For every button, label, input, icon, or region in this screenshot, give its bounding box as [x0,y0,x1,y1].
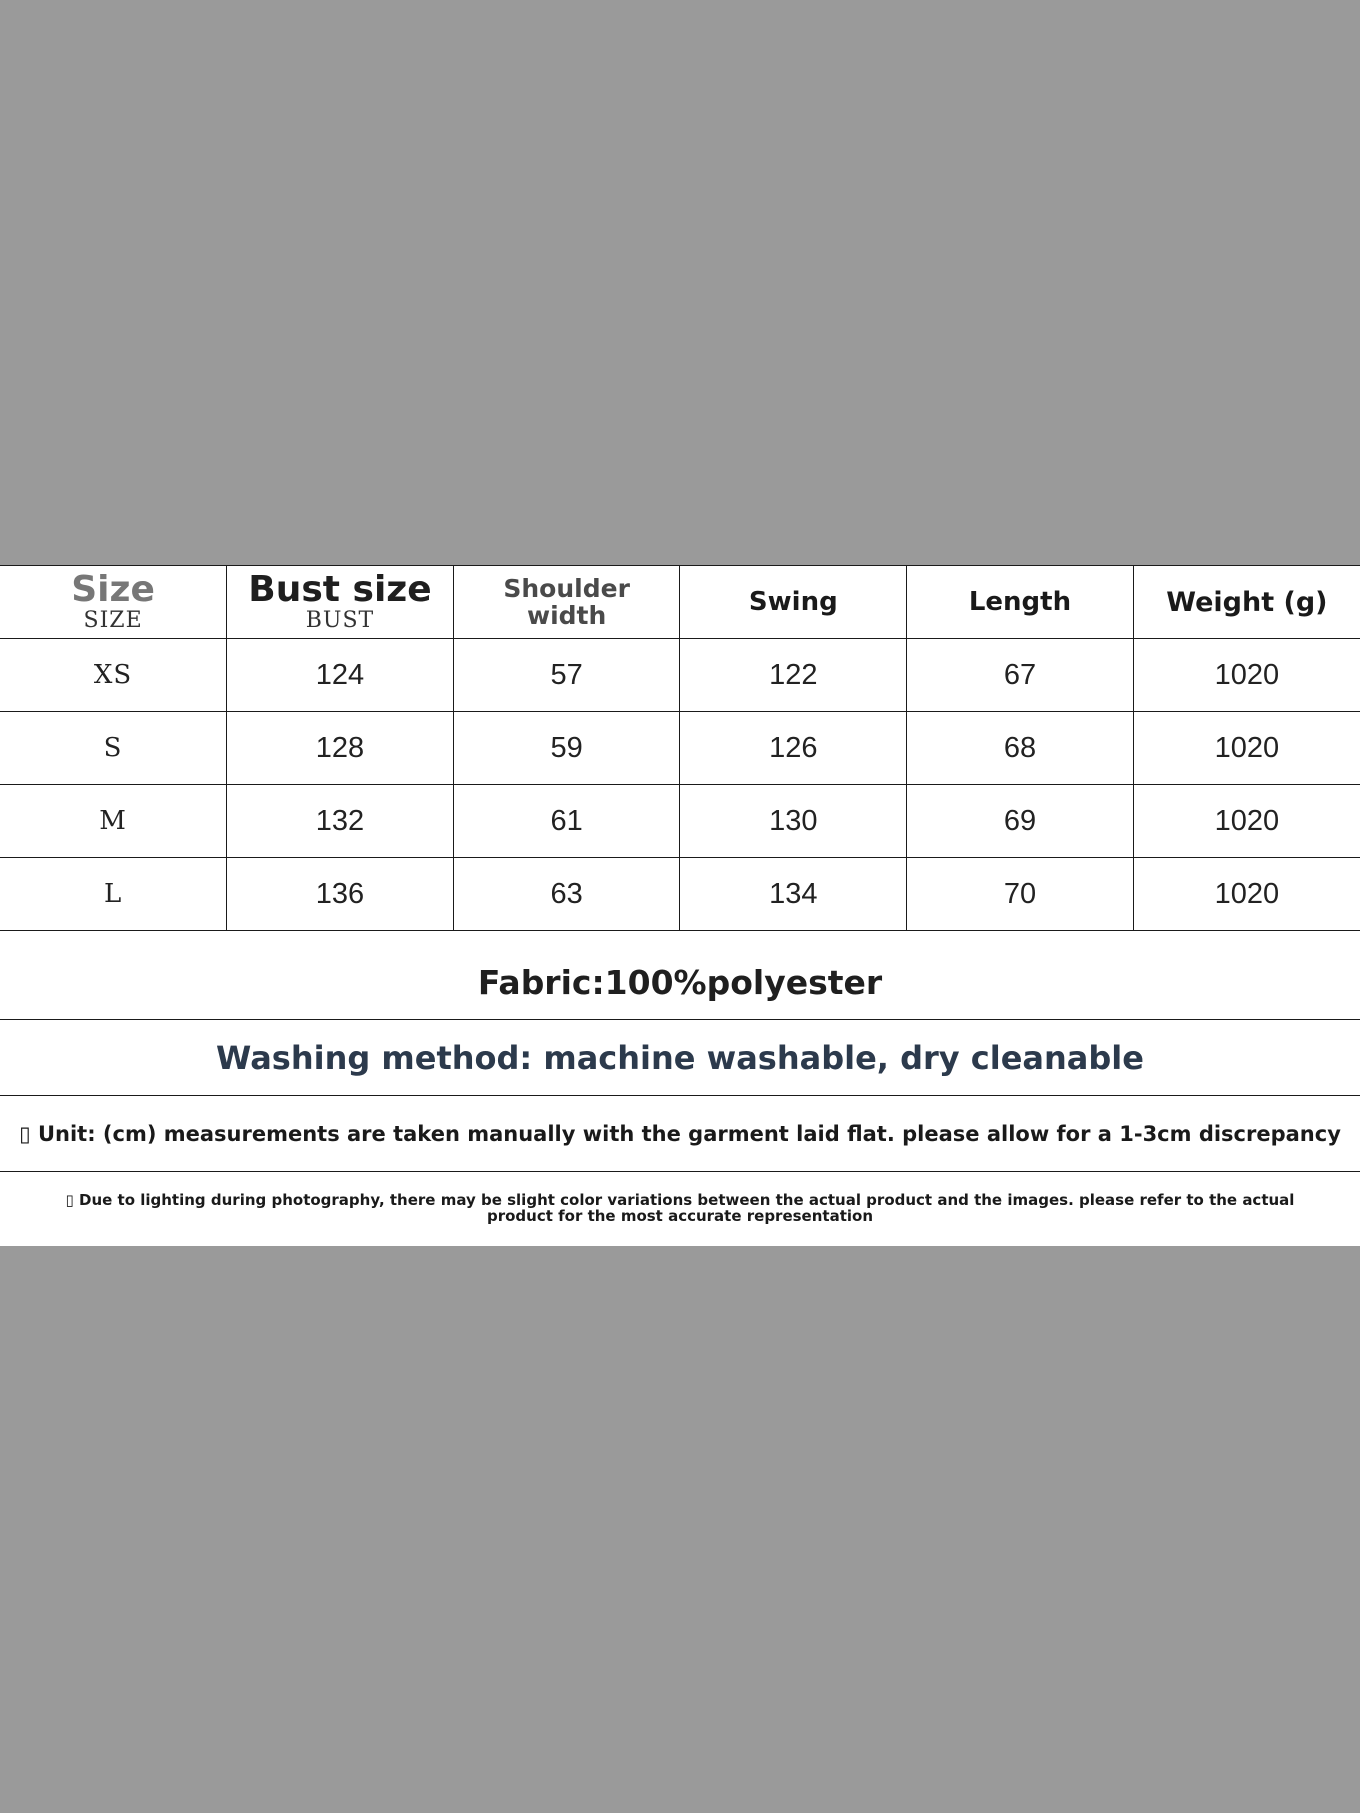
cell-size: M [0,785,227,858]
cell-bust: 132 [227,785,454,858]
header-bust-label: Bust size [248,569,432,610]
cell-bust: 128 [227,712,454,785]
cell-length: 69 [907,785,1134,858]
cell-weight: 1020 [1133,712,1360,785]
header-shoulder-line2: width [526,601,607,630]
washing-info: Washing method: machine washable, dry cleanable [0,1020,1360,1096]
cell-weight: 1020 [1133,785,1360,858]
cell-swing: 126 [680,712,907,785]
cell-weight: 1020 [1133,858,1360,931]
header-row [0,566,1360,639]
table-row [0,712,1360,785]
cell-size: L [0,858,227,931]
cell-bust: 124 [227,639,454,712]
header-length-label: Length [968,587,1072,617]
header-swing-label: Swing [748,587,838,617]
table-row [0,785,1360,858]
cell-weight: 1020 [1133,639,1360,712]
table-row [0,639,1360,712]
cell-shoulder: 57 [453,639,680,712]
cell-swing: 122 [680,639,907,712]
unit-note: ▯ Unit: (cm) measurements are taken manually with the garment laid flat. please allow for a 1-3cm discrepancy [0,1096,1360,1172]
cell-bust: 136 [227,858,454,931]
header-shoulder [453,566,680,639]
cell-shoulder: 61 [453,785,680,858]
cell-swing: 134 [680,858,907,931]
cell-shoulder: 63 [453,858,680,931]
size-table [0,565,1360,931]
cell-length: 68 [907,712,1134,785]
header-shoulder-line1: Shoulder [503,573,630,603]
cell-shoulder: 59 [453,712,680,785]
cell-size: S [0,712,227,785]
header-size-sublabel: SIZE [83,608,143,633]
table-row [0,858,1360,931]
header-length [907,566,1134,639]
header-size [0,566,227,639]
cell-size: XS [0,639,227,712]
cell-swing: 130 [680,785,907,858]
header-bust [227,566,454,639]
header-weight-label: Weight (g) [1166,586,1328,618]
header-bust-sublabel: BUST [305,608,375,633]
header-swing [680,566,907,639]
fabric-info: Fabric:100%polyester [0,945,1360,1020]
header-weight [1133,566,1360,639]
color-disclaimer: ▯ Due to lighting during photography, there may be slight color variations between the actual product and the images. please refer to the actual product for the most accurate representation [65,1191,1295,1225]
size-chart-panel [0,565,1360,1246]
cell-length: 67 [907,639,1134,712]
cell-length: 70 [907,858,1134,931]
header-size-label: Size [71,569,155,610]
